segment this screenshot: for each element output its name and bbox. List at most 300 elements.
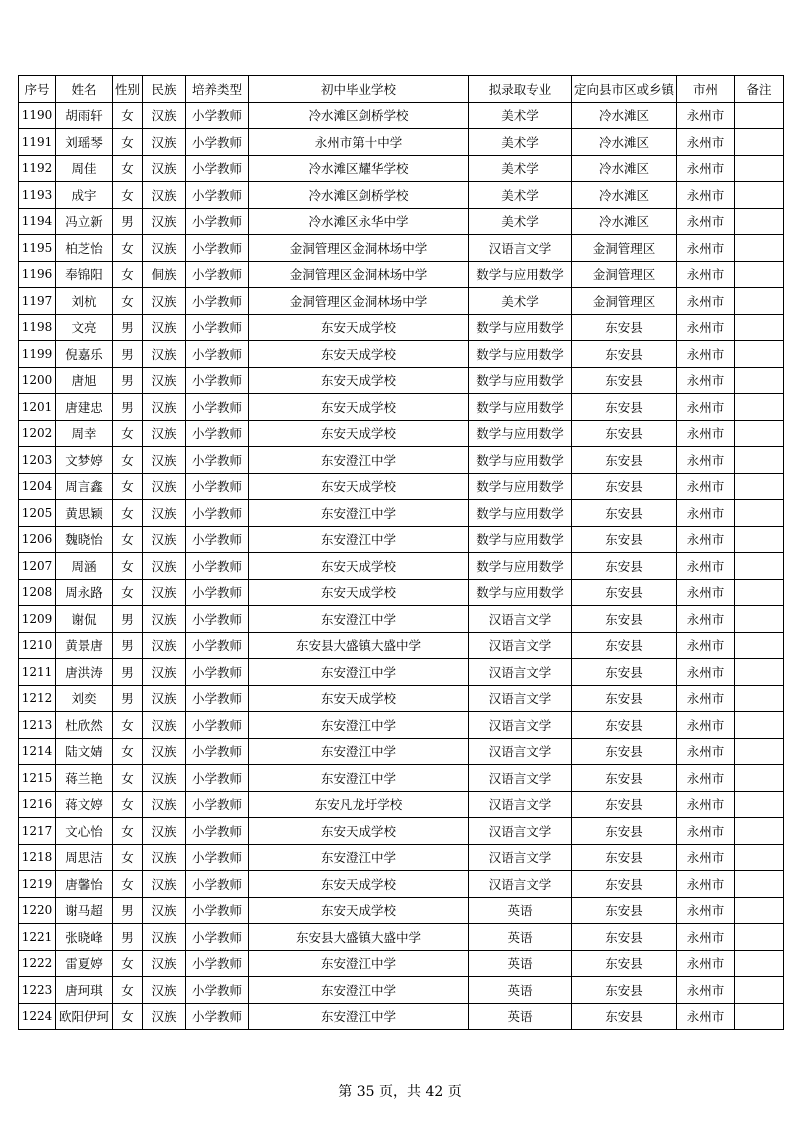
- header-remarks: 备注: [735, 76, 784, 103]
- cell-city: 永州市: [677, 235, 735, 262]
- cell-remarks: [735, 261, 784, 288]
- cell-training-type: 小学教师: [186, 579, 249, 606]
- table-row: [19, 844, 784, 871]
- cell-county: 东安县: [572, 712, 677, 739]
- cell-county: 东安县: [572, 579, 677, 606]
- table-row: [19, 420, 784, 447]
- cell-major: 美术学: [469, 129, 572, 156]
- table-row: [19, 288, 784, 315]
- cell-remarks: [735, 844, 784, 871]
- cell-training-type: 小学教师: [186, 341, 249, 368]
- cell-major: 数学与应用数学: [469, 526, 572, 553]
- cell-ethnicity: 汉族: [143, 685, 186, 712]
- cell-seq: 1190: [19, 102, 56, 129]
- cell-training-type: 小学教师: [186, 288, 249, 315]
- cell-name: 唐馨怡: [56, 871, 113, 898]
- cell-gender: 女: [113, 500, 143, 527]
- cell-city: 永州市: [677, 712, 735, 739]
- cell-ethnicity: 汉族: [143, 314, 186, 341]
- cell-junior-school: 东安天成学校: [249, 314, 469, 341]
- cell-remarks: [735, 447, 784, 474]
- cell-seq: 1214: [19, 738, 56, 765]
- cell-county: 东安县: [572, 897, 677, 924]
- cell-ethnicity: 汉族: [143, 420, 186, 447]
- cell-county: 东安县: [572, 1003, 677, 1030]
- cell-training-type: 小学教师: [186, 897, 249, 924]
- cell-major: 汉语言文学: [469, 844, 572, 871]
- table-row: [19, 314, 784, 341]
- table-row: [19, 871, 784, 898]
- cell-city: 永州市: [677, 314, 735, 341]
- cell-junior-school: 东安天成学校: [249, 897, 469, 924]
- cell-gender: 女: [113, 235, 143, 262]
- table-row: [19, 367, 784, 394]
- table-row: [19, 394, 784, 421]
- cell-ethnicity: 汉族: [143, 977, 186, 1004]
- cell-seq: 1222: [19, 950, 56, 977]
- cell-gender: 女: [113, 844, 143, 871]
- cell-training-type: 小学教师: [186, 977, 249, 1004]
- cell-gender: 男: [113, 659, 143, 686]
- cell-remarks: [735, 632, 784, 659]
- cell-junior-school: 东安天成学校: [249, 394, 469, 421]
- table-row: [19, 341, 784, 368]
- cell-name: 周永路: [56, 579, 113, 606]
- cell-name: 唐建忠: [56, 394, 113, 421]
- table-row: [19, 500, 784, 527]
- cell-major: 数学与应用数学: [469, 420, 572, 447]
- cell-remarks: [735, 473, 784, 500]
- cell-training-type: 小学教师: [186, 818, 249, 845]
- cell-junior-school: 金洞管理区金洞林场中学: [249, 235, 469, 262]
- cell-remarks: [735, 818, 784, 845]
- cell-city: 永州市: [677, 606, 735, 633]
- cell-city: 永州市: [677, 182, 735, 209]
- header-city: 市州: [677, 76, 735, 103]
- cell-city: 永州市: [677, 553, 735, 580]
- table-row: [19, 685, 784, 712]
- cell-name: 文梦婷: [56, 447, 113, 474]
- cell-training-type: 小学教师: [186, 102, 249, 129]
- cell-major: 数学与应用数学: [469, 367, 572, 394]
- cell-junior-school: 东安澄江中学: [249, 844, 469, 871]
- cell-remarks: [735, 606, 784, 633]
- cell-seq: 1195: [19, 235, 56, 262]
- cell-city: 永州市: [677, 155, 735, 182]
- cell-city: 永州市: [677, 394, 735, 421]
- cell-major: 汉语言文学: [469, 738, 572, 765]
- cell-county: 东安县: [572, 500, 677, 527]
- cell-major: 数学与应用数学: [469, 579, 572, 606]
- cell-junior-school: 冷水滩区剑桥学校: [249, 182, 469, 209]
- cell-ethnicity: 汉族: [143, 367, 186, 394]
- cell-seq: 1211: [19, 659, 56, 686]
- cell-training-type: 小学教师: [186, 871, 249, 898]
- cell-name: 唐珂琪: [56, 977, 113, 1004]
- cell-gender: 女: [113, 977, 143, 1004]
- cell-city: 永州市: [677, 367, 735, 394]
- cell-major: 数学与应用数学: [469, 473, 572, 500]
- cell-gender: 女: [113, 712, 143, 739]
- cell-ethnicity: 汉族: [143, 844, 186, 871]
- cell-city: 永州市: [677, 579, 735, 606]
- cell-county: 金洞管理区: [572, 235, 677, 262]
- cell-junior-school: 东安天成学校: [249, 871, 469, 898]
- cell-ethnicity: 汉族: [143, 129, 186, 156]
- cell-name: 冯立新: [56, 208, 113, 235]
- cell-county: 冷水滩区: [572, 155, 677, 182]
- cell-training-type: 小学教师: [186, 500, 249, 527]
- cell-gender: 女: [113, 791, 143, 818]
- cell-county: 东安县: [572, 473, 677, 500]
- cell-name: 周幸: [56, 420, 113, 447]
- table-row: [19, 977, 784, 1004]
- cell-junior-school: 东安澄江中学: [249, 526, 469, 553]
- cell-remarks: [735, 420, 784, 447]
- cell-gender: 女: [113, 765, 143, 792]
- cell-gender: 女: [113, 950, 143, 977]
- cell-county: 东安县: [572, 394, 677, 421]
- cell-county: 东安县: [572, 924, 677, 951]
- cell-ethnicity: 汉族: [143, 712, 186, 739]
- cell-name: 黄思颖: [56, 500, 113, 527]
- cell-remarks: [735, 712, 784, 739]
- cell-training-type: 小学教师: [186, 182, 249, 209]
- cell-name: 刘瑶琴: [56, 129, 113, 156]
- cell-gender: 女: [113, 155, 143, 182]
- header-row: [19, 76, 784, 103]
- cell-major: 英语: [469, 950, 572, 977]
- cell-major: 数学与应用数学: [469, 341, 572, 368]
- table-row: [19, 155, 784, 182]
- cell-seq: 1203: [19, 447, 56, 474]
- table-row: [19, 738, 784, 765]
- cell-county: 东安县: [572, 447, 677, 474]
- cell-remarks: [735, 765, 784, 792]
- cell-county: 东安县: [572, 818, 677, 845]
- cell-seq: 1200: [19, 367, 56, 394]
- cell-gender: 男: [113, 394, 143, 421]
- cell-ethnicity: 汉族: [143, 102, 186, 129]
- cell-county: 东安县: [572, 553, 677, 580]
- cell-city: 永州市: [677, 818, 735, 845]
- cell-city: 永州市: [677, 659, 735, 686]
- cell-seq: 1196: [19, 261, 56, 288]
- cell-county: 东安县: [572, 341, 677, 368]
- table-row: [19, 447, 784, 474]
- cell-ethnicity: 汉族: [143, 765, 186, 792]
- cell-remarks: [735, 791, 784, 818]
- cell-remarks: [735, 102, 784, 129]
- cell-junior-school: 金洞管理区金洞林场中学: [249, 288, 469, 315]
- table-row: [19, 208, 784, 235]
- cell-training-type: 小学教师: [186, 1003, 249, 1030]
- cell-ethnicity: 侗族: [143, 261, 186, 288]
- cell-city: 永州市: [677, 420, 735, 447]
- cell-county: 东安县: [572, 632, 677, 659]
- cell-remarks: [735, 288, 784, 315]
- cell-junior-school: 永州市第十中学: [249, 129, 469, 156]
- cell-junior-school: 东安澄江中学: [249, 950, 469, 977]
- cell-major: 英语: [469, 977, 572, 1004]
- cell-seq: 1209: [19, 606, 56, 633]
- table-row: [19, 897, 784, 924]
- cell-training-type: 小学教师: [186, 473, 249, 500]
- cell-seq: 1204: [19, 473, 56, 500]
- cell-county: 东安县: [572, 314, 677, 341]
- cell-junior-school: 东安澄江中学: [249, 765, 469, 792]
- cell-city: 永州市: [677, 871, 735, 898]
- cell-junior-school: 东安天成学校: [249, 685, 469, 712]
- table-row: [19, 102, 784, 129]
- cell-name: 周涵: [56, 553, 113, 580]
- cell-gender: 女: [113, 553, 143, 580]
- page-number: 第 35 页，共 42 页: [338, 1084, 462, 1100]
- cell-county: 金洞管理区: [572, 288, 677, 315]
- cell-county: 东安县: [572, 685, 677, 712]
- header-major: 拟录取专业: [469, 76, 572, 103]
- cell-county: 冷水滩区: [572, 102, 677, 129]
- header-name: 姓名: [56, 76, 113, 103]
- cell-city: 永州市: [677, 102, 735, 129]
- cell-county: 东安县: [572, 367, 677, 394]
- cell-training-type: 小学教师: [186, 632, 249, 659]
- cell-gender: 女: [113, 182, 143, 209]
- cell-name: 周思洁: [56, 844, 113, 871]
- cell-major: 汉语言文学: [469, 606, 572, 633]
- cell-seq: 1216: [19, 791, 56, 818]
- cell-seq: 1220: [19, 897, 56, 924]
- cell-name: 雷夏婷: [56, 950, 113, 977]
- cell-seq: 1199: [19, 341, 56, 368]
- cell-city: 永州市: [677, 288, 735, 315]
- cell-seq: 1202: [19, 420, 56, 447]
- cell-seq: 1207: [19, 553, 56, 580]
- cell-seq: 1215: [19, 765, 56, 792]
- admission-table: [18, 75, 784, 1030]
- cell-training-type: 小学教师: [186, 791, 249, 818]
- cell-name: 杜欣然: [56, 712, 113, 739]
- cell-city: 永州市: [677, 341, 735, 368]
- cell-county: 冷水滩区: [572, 182, 677, 209]
- cell-seq: 1218: [19, 844, 56, 871]
- cell-major: 数学与应用数学: [469, 314, 572, 341]
- cell-junior-school: 东安天成学校: [249, 579, 469, 606]
- table-row: [19, 261, 784, 288]
- cell-major: 美术学: [469, 208, 572, 235]
- cell-city: 永州市: [677, 208, 735, 235]
- cell-ethnicity: 汉族: [143, 288, 186, 315]
- header-training-type: 培养类型: [186, 76, 249, 103]
- cell-junior-school: 东安县大盛镇大盛中学: [249, 924, 469, 951]
- cell-name: 唐洪涛: [56, 659, 113, 686]
- header-ethnicity: 民族: [143, 76, 186, 103]
- cell-ethnicity: 汉族: [143, 818, 186, 845]
- cell-ethnicity: 汉族: [143, 526, 186, 553]
- cell-training-type: 小学教师: [186, 129, 249, 156]
- cell-junior-school: 东安澄江中学: [249, 1003, 469, 1030]
- cell-seq: 1191: [19, 129, 56, 156]
- cell-remarks: [735, 738, 784, 765]
- cell-gender: 女: [113, 288, 143, 315]
- cell-junior-school: 东安澄江中学: [249, 659, 469, 686]
- cell-major: 数学与应用数学: [469, 500, 572, 527]
- cell-seq: 1193: [19, 182, 56, 209]
- cell-ethnicity: 汉族: [143, 394, 186, 421]
- cell-remarks: [735, 129, 784, 156]
- cell-major: 英语: [469, 897, 572, 924]
- cell-junior-school: 冷水滩区耀华学校: [249, 155, 469, 182]
- cell-ethnicity: 汉族: [143, 1003, 186, 1030]
- cell-major: 汉语言文学: [469, 659, 572, 686]
- cell-remarks: [735, 924, 784, 951]
- table-row: [19, 606, 784, 633]
- cell-county: 东安县: [572, 659, 677, 686]
- cell-name: 唐旭: [56, 367, 113, 394]
- cell-gender: 女: [113, 102, 143, 129]
- cell-training-type: 小学教师: [186, 738, 249, 765]
- cell-remarks: [735, 526, 784, 553]
- cell-name: 文心怡: [56, 818, 113, 845]
- cell-city: 永州市: [677, 500, 735, 527]
- cell-ethnicity: 汉族: [143, 182, 186, 209]
- cell-city: 永州市: [677, 791, 735, 818]
- cell-ethnicity: 汉族: [143, 473, 186, 500]
- cell-major: 汉语言文学: [469, 235, 572, 262]
- cell-name: 刘奕: [56, 685, 113, 712]
- cell-county: 东安县: [572, 977, 677, 1004]
- cell-name: 谢马超: [56, 897, 113, 924]
- header-county: 定向县市区或乡镇: [572, 76, 677, 103]
- cell-seq: 1198: [19, 314, 56, 341]
- cell-ethnicity: 汉族: [143, 897, 186, 924]
- cell-remarks: [735, 553, 784, 580]
- cell-gender: 男: [113, 632, 143, 659]
- cell-major: 数学与应用数学: [469, 553, 572, 580]
- cell-city: 永州市: [677, 897, 735, 924]
- cell-gender: 女: [113, 473, 143, 500]
- cell-ethnicity: 汉族: [143, 500, 186, 527]
- table-row: [19, 1003, 784, 1030]
- cell-ethnicity: 汉族: [143, 447, 186, 474]
- cell-training-type: 小学教师: [186, 844, 249, 871]
- cell-junior-school: 东安澄江中学: [249, 738, 469, 765]
- cell-seq: 1224: [19, 1003, 56, 1030]
- cell-gender: 女: [113, 871, 143, 898]
- cell-county: 东安县: [572, 844, 677, 871]
- cell-major: 汉语言文学: [469, 632, 572, 659]
- header-seq: 序号: [19, 76, 56, 103]
- cell-junior-school: 金洞管理区金洞林场中学: [249, 261, 469, 288]
- cell-major: 英语: [469, 924, 572, 951]
- cell-training-type: 小学教师: [186, 367, 249, 394]
- cell-name: 魏晓怡: [56, 526, 113, 553]
- cell-county: 东安县: [572, 765, 677, 792]
- cell-county: 金洞管理区: [572, 261, 677, 288]
- cell-seq: 1210: [19, 632, 56, 659]
- cell-training-type: 小学教师: [186, 606, 249, 633]
- cell-training-type: 小学教师: [186, 261, 249, 288]
- cell-name: 欧阳伊珂: [56, 1003, 113, 1030]
- cell-gender: 男: [113, 208, 143, 235]
- cell-training-type: 小学教师: [186, 659, 249, 686]
- cell-seq: 1206: [19, 526, 56, 553]
- cell-ethnicity: 汉族: [143, 579, 186, 606]
- cell-gender: 男: [113, 606, 143, 633]
- cell-gender: 男: [113, 685, 143, 712]
- cell-gender: 女: [113, 261, 143, 288]
- cell-training-type: 小学教师: [186, 394, 249, 421]
- cell-junior-school: 东安澄江中学: [249, 977, 469, 1004]
- cell-county: 东安县: [572, 791, 677, 818]
- cell-training-type: 小学教师: [186, 765, 249, 792]
- cell-ethnicity: 汉族: [143, 208, 186, 235]
- cell-training-type: 小学教师: [186, 950, 249, 977]
- cell-city: 永州市: [677, 950, 735, 977]
- cell-remarks: [735, 394, 784, 421]
- cell-name: 文亮: [56, 314, 113, 341]
- cell-ethnicity: 汉族: [143, 659, 186, 686]
- cell-major: 数学与应用数学: [469, 447, 572, 474]
- cell-major: 美术学: [469, 182, 572, 209]
- cell-city: 永州市: [677, 844, 735, 871]
- table-row: [19, 818, 784, 845]
- cell-gender: 女: [113, 420, 143, 447]
- cell-seq: 1213: [19, 712, 56, 739]
- cell-gender: 女: [113, 447, 143, 474]
- table-row: [19, 129, 784, 156]
- cell-junior-school: 东安县大盛镇大盛中学: [249, 632, 469, 659]
- cell-training-type: 小学教师: [186, 208, 249, 235]
- cell-junior-school: 东安凡龙圩学校: [249, 791, 469, 818]
- cell-major: 美术学: [469, 102, 572, 129]
- cell-training-type: 小学教师: [186, 314, 249, 341]
- cell-gender: 男: [113, 314, 143, 341]
- cell-training-type: 小学教师: [186, 712, 249, 739]
- cell-name: 张晓峰: [56, 924, 113, 951]
- table-body: [19, 102, 784, 1030]
- cell-junior-school: 东安澄江中学: [249, 606, 469, 633]
- cell-name: 倪嘉乐: [56, 341, 113, 368]
- cell-city: 永州市: [677, 632, 735, 659]
- cell-junior-school: 东安天成学校: [249, 818, 469, 845]
- cell-major: 汉语言文学: [469, 791, 572, 818]
- cell-junior-school: 冷水滩区剑桥学校: [249, 102, 469, 129]
- cell-seq: 1212: [19, 685, 56, 712]
- cell-name: 周言鑫: [56, 473, 113, 500]
- cell-training-type: 小学教师: [186, 685, 249, 712]
- table-row: [19, 579, 784, 606]
- cell-name: 黄景唐: [56, 632, 113, 659]
- cell-city: 永州市: [677, 765, 735, 792]
- cell-remarks: [735, 950, 784, 977]
- cell-remarks: [735, 155, 784, 182]
- cell-major: 汉语言文学: [469, 871, 572, 898]
- cell-major: 数学与应用数学: [469, 261, 572, 288]
- cell-city: 永州市: [677, 526, 735, 553]
- cell-county: 冷水滩区: [572, 208, 677, 235]
- cell-remarks: [735, 341, 784, 368]
- cell-junior-school: 东安澄江中学: [249, 447, 469, 474]
- header-gender: 性别: [113, 76, 143, 103]
- cell-gender: 男: [113, 367, 143, 394]
- cell-junior-school: 东安澄江中学: [249, 500, 469, 527]
- cell-county: 东安县: [572, 606, 677, 633]
- cell-name: 陆文婧: [56, 738, 113, 765]
- cell-training-type: 小学教师: [186, 526, 249, 553]
- cell-training-type: 小学教师: [186, 235, 249, 262]
- cell-name: 蒋兰艳: [56, 765, 113, 792]
